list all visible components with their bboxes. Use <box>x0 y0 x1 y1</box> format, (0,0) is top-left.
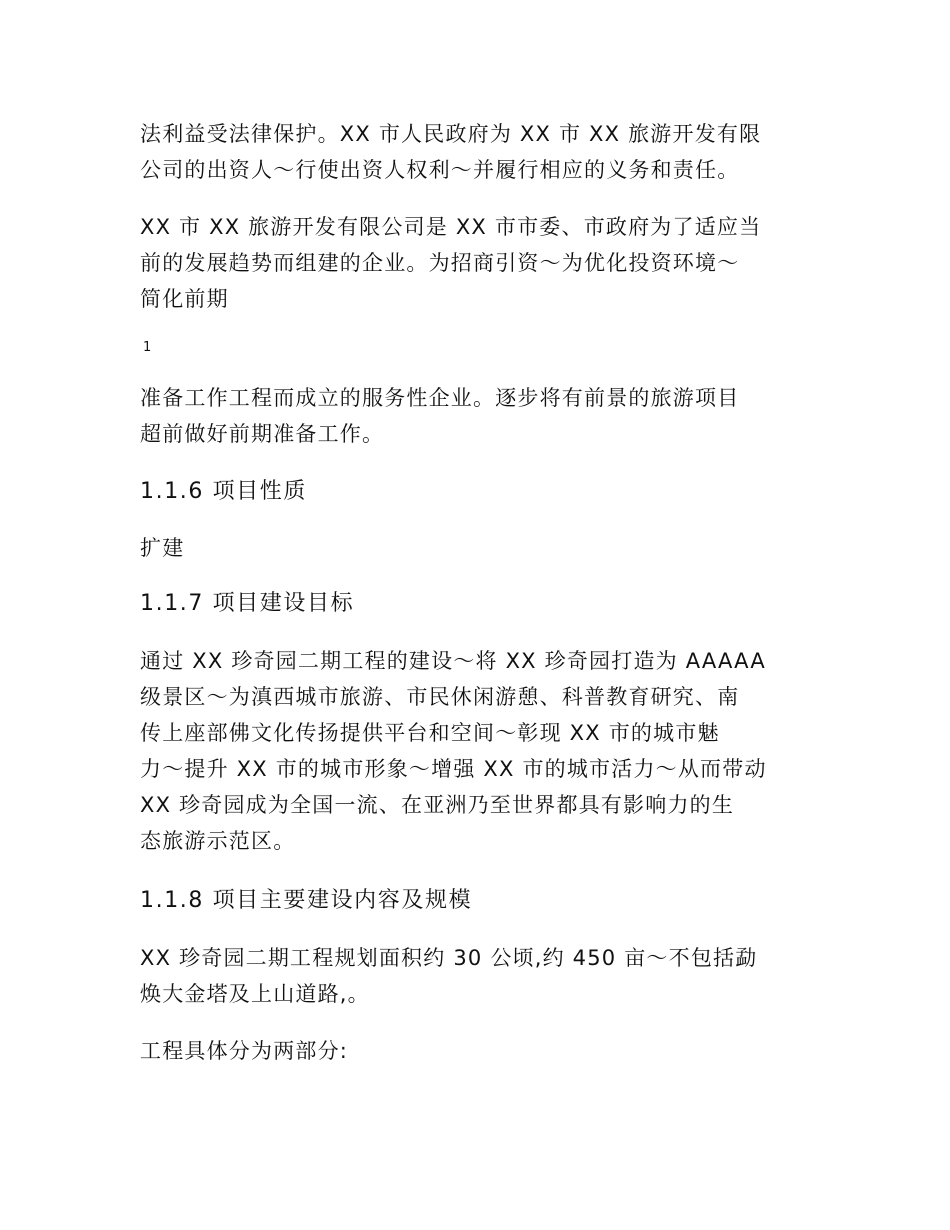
text-line: 法利益受法律保护。XX 市人民政府为 XX 市 XX 旅游开发有限 <box>140 122 762 146</box>
paragraph-project-nature <box>140 530 820 566</box>
text-line: 级景区～为滇西城市旅游、市民休闲游憩、科普教育研究、南 <box>140 685 740 709</box>
text-line: 扩建 <box>140 536 185 560</box>
text-line: 准备工作工程而成立的服务性企业。逐步将有前景的旅游项目 <box>140 386 740 410</box>
paragraph-project-goals <box>140 643 820 859</box>
text-line: 力～提升 XX 市的城市形象～增强 XX 市的城市活力～从而带动 <box>140 757 767 781</box>
text-line: XX 珍奇园二期工程规划面积约 30 公顷,约 450 亩～不包括勐 <box>140 946 758 970</box>
text-line: 通过 XX 珍奇园二期工程的建设～将 XX 珍奇园打造为 AAAAA <box>140 649 766 673</box>
text-line: 超前做好前期准备工作。 <box>140 422 385 446</box>
text-line: 传上座部佛文化传扬提供平台和空间～彰现 XX 市的城市魅 <box>140 721 720 745</box>
text-line: 简化前期 <box>140 287 229 311</box>
page-number: 1 <box>143 340 152 355</box>
paragraph-company-intro <box>140 209 820 317</box>
paragraph-construction-scale <box>140 940 820 1012</box>
text-line: 公司的出资人～行使出资人权利～并履行相应的义务和责任。 <box>140 158 740 182</box>
paragraph-project-parts <box>140 1033 820 1069</box>
text-line: XX 市 XX 旅游开发有限公司是 XX 市市委、市政府为了适应当 <box>140 215 762 239</box>
heading-project-nature: 1.1.6 项目性质 <box>140 479 307 504</box>
text-line: XX 珍奇园成为全国一流、在亚洲乃至世界都具有影响力的生 <box>140 793 735 817</box>
paragraph-service-enterprise <box>140 380 820 452</box>
heading-project-goals: 1.1.7 项目建设目标 <box>140 591 355 616</box>
heading-construction-content: 1.1.8 项目主要建设内容及规模 <box>140 888 473 913</box>
paragraph-legal-protection <box>140 116 820 188</box>
text-line: 前的发展趋势而组建的企业。为招商引资～为优化投资环境～ <box>140 251 740 275</box>
text-line: 工程具体分为两部分: <box>140 1039 349 1063</box>
text-line: 态旅游示范区。 <box>140 829 296 853</box>
text-line: 焕大金塔及上山道路,。 <box>140 982 370 1006</box>
